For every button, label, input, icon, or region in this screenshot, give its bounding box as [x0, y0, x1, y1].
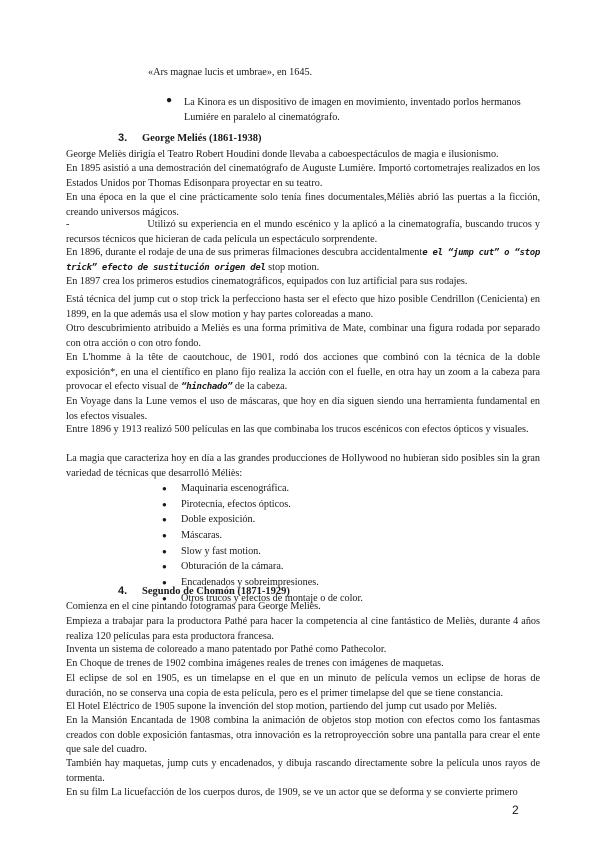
s4-paragraph-2: Empieza a trabajar para la productora Pathé para hacer la competencia al cine fantástico de Meliès, durante 4 años realiza 120 películas para esta productora francesa.	[66, 616, 540, 642]
s4-paragraph-3: Inventa un sistema de coloreado a mano patentado por Pathé como Pathecolor.	[66, 644, 387, 655]
s3-paragraph-4	[66, 218, 540, 247]
s3-paragraph-8: Otro descubrimiento atribuido a Meliès es una forma primitiva de Mate, combinar una figura rodada por separado con otra acción o con otro fondo.	[66, 323, 540, 349]
s4-paragraph-4: En Choque de trenes de 1902 combina imágenes reales de trenes con imágenes de maquetas.	[66, 658, 444, 669]
section-3-title: George Meliés (1861-1938)	[142, 133, 262, 144]
s3-paragraph-1: George Meliès dirigía el Teatro Robert Houdini donde llevaba a caboespectáculos de magia e ilusionismo.	[66, 149, 499, 160]
s4-paragraph-8: También hay maquetas, jump cuts y encadenados, y dibuja rascando directamente sobre la película unos rayos de tormenta.	[66, 758, 540, 784]
list-item: ● Maquinaria escenográfica.	[162, 481, 363, 497]
list-item: ● Encadenados y sobreimpresiones.	[162, 575, 363, 591]
s3-handwritten-note: e el “jump cut” o “stop trick” efecto de sustitución origen del	[66, 248, 540, 273]
s3-paragraph-5-end: stop motion.	[265, 261, 320, 273]
s3-paragraph-9	[66, 351, 540, 395]
page-number: 2	[512, 803, 519, 817]
s3-paragraph-7: Está técnica del jump cut o stop trick la perfecciono hasta ser el efecto que hizo posible Cendrillon (Cenicienta) en 1899, en la que además usa el slow motion y hay partes coloreadas a mano.	[66, 294, 540, 320]
s3-paragraph-9-start: En L'homme à la tête de caoutchouc, de 1901, rodó dos acciones que combinó con la técnica de la doble exposición*, en una el científico en plano fijo realiza la acción con el fuelle, en otra hay un zoom a la cabeza para provocar el efecto visual de	[66, 352, 540, 392]
s3-paragraph-2: En 1895 asistió a una demostración del cinematógrafo de Auguste Lumière. Importó cortometrajes realizados en los Estados Unidos por Thomas Edisonpara proyectar en su teatro.	[66, 163, 540, 189]
s3-paragraph-10: En Voyage dans la Lune vemos el uso de máscaras, que hoy en día siguen siendo una herramienta fundamental en los efectos visuales.	[66, 396, 540, 422]
s4-paragraph-1: Comienza en el cine pintando fotogramas para George Meliès.	[66, 601, 321, 612]
list-item: ● Slow y fast motion.	[162, 544, 363, 560]
s4-paragraph-6: El Hotel Eléctrico de 1905 supone la invención del stop motion, partiendo del jump cut usado por Meliès.	[66, 701, 497, 712]
quote-line: «Ars magnae lucis et umbrae», en 1645.	[148, 67, 313, 78]
list-item: ● Pirotecnia, efectos ópticos.	[162, 497, 363, 513]
list-item: ● Máscaras.	[162, 528, 363, 544]
s4-paragraph-9: En su film La licuefacción de los cuerpos duros, de 1909, se ve un actor que se deforma y se convierte primero	[66, 787, 518, 798]
s3-paragraph-5	[66, 246, 540, 275]
s3-paragraph-3: En una época en la que el cine prácticamente solo tenía fines documentales,Méliès abrió las puertas a la ficción, creando universos mágicos.	[66, 192, 540, 218]
section-3-heading	[118, 132, 262, 144]
kinora-bullet-text: La Kinora es un dispositivo de imagen en movimiento, inventado porlos hermanos Lumiére en paralelo al cinematógrafo.	[184, 97, 521, 123]
s4-paragraph-7: En la Mansión Encantada de 1908 combina la animación de objetos stop motion con efectos como los fantasmas creados con doble exposición fantasmas, otra innovación es la retroproyección sobre una pantalla para crear el ente que sale del cuadro.	[66, 715, 540, 755]
s3-paragraph-11: Entre 1896 y 1913 realizó 500 películas en las que combinaba los trucos escénicos con efectos ópticos y visuales.	[66, 424, 529, 435]
s4-paragraph-5: El eclipse de sol en 1905, es un timelapse en el que en un minuto de película vemos un eclipse de horas de duración, no se conserva una copia de esta película, pero es el primer timelapse del que se tiene constancia.	[66, 673, 540, 699]
bullet-icon: ●	[166, 95, 173, 106]
section-4-heading	[118, 585, 290, 597]
list-item: ● Otros trucos y efectos de montaje o de color.	[162, 591, 363, 607]
s3-paragraph-6: En 1897 crea los primeros estudios cinematográficos, equipados con luz artificial para sus rodajes.	[66, 276, 468, 287]
s3-paragraph-12: La magia que caracteriza hoy en día a las grandes producciones de Hollywood no hubieran sido posibles sin la gran variedad de técnicas que desarrolló Méliès:	[66, 453, 540, 479]
s3-paragraph-9-end: de la cabeza.	[232, 381, 288, 392]
section-4-number: 4.	[118, 585, 128, 597]
section-4-title: Segundo de Chomón (1871-1929)	[142, 586, 290, 597]
s3-paragraph-5-start: En 1896, durante el rodaje de una de sus primeras filmaciones descubra accidentalment	[66, 247, 423, 258]
s3-handwritten-word: “hinchado”	[181, 382, 233, 392]
list-item: ● Obturación de la cámara.	[162, 559, 363, 575]
list-item: ● Doble exposición.	[162, 512, 363, 528]
section-3-number: 3.	[118, 132, 128, 144]
s3-paragraph-4-text: Utilizó su experiencia en el mundo escénico y la aplicó a la cinematografía, buscando trucos y recursos técnicos que hicieran de cada película un espectáculo sorprendente.	[66, 219, 540, 245]
s3-paragraph-4-mark: -	[66, 219, 70, 230]
